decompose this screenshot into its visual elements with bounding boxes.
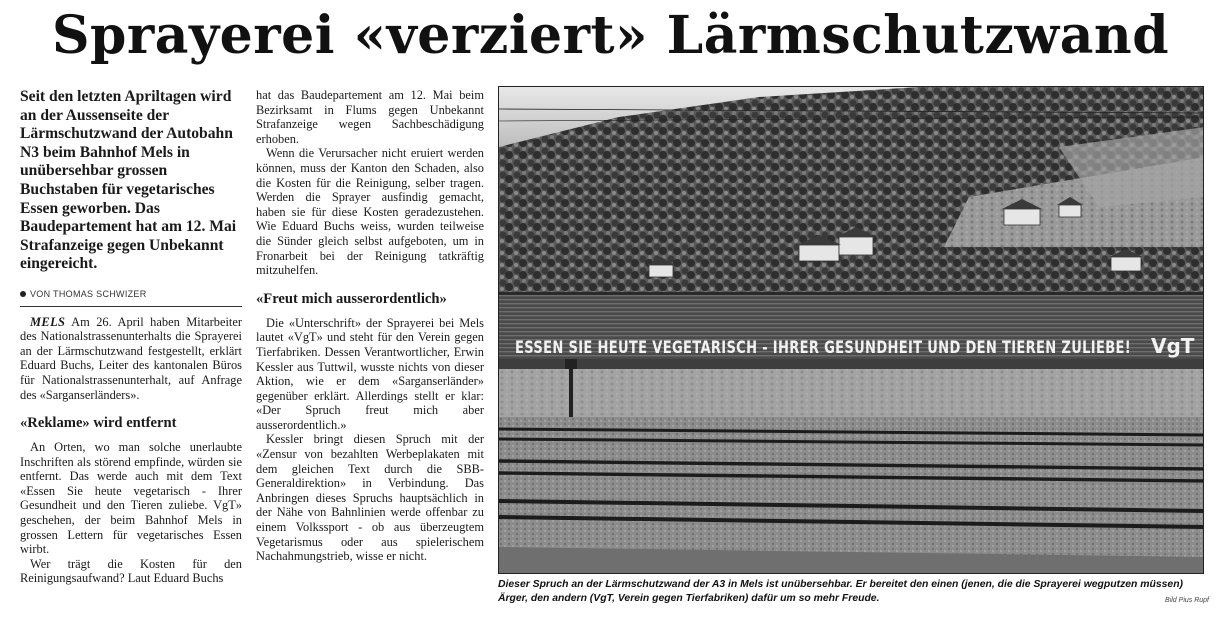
body-paragraph: An Orten, wo man solche unerlaubte Inschriften als störend empfinde, würden sie entfernt. Das werde auch mit dem Text «Essen Sie heute vegetarisch - Ihrer Gesundheit und den Tieren zuliebe. VgT» geschehen, der beim Bahnhof Mels in grossen Lettern für vegetarisches Essen wirbt. xyxy=(20,440,242,557)
dateline: MELS xyxy=(30,314,66,329)
article-column-2 xyxy=(256,88,484,564)
subheading: «Reklame» wird entfernt xyxy=(20,415,177,432)
body-paragraph: Kessler bringt diesen Spruch mit der «Zensur von bezahlten Werbeplakaten mit dem gleichen Text durch die SBB-Generaldirektion» in Verbindung. Das Anbringen dieses Spruchs hauptsächlich in der Nähe von Bahnlinien werde offenbar zu einem Volkssport - ob aus überzeugtem Vegetarismus oder aus spielerischem Nachahmungstrieb, wisse er nicht. xyxy=(256,432,484,564)
photo-credit: Bild Pius Rupf xyxy=(1165,597,1209,604)
body-paragraph: Wenn die Verursacher nicht eruiert werden können, muss der Kanton den Schaden, also die Kosten für die Reinigung, selber tragen. Werden die Sprayer ausfindig gemacht, haben sie für diese Kosten geradezustehen. Wie Eduard Buchs weiss, wurden teilweise die Sünder gleich selbst aufgeboten, um in Fronarbeit bei der Reinigung tatkräftig mitzuhelfen. xyxy=(256,146,484,278)
wall-graffiti-text: ESSEN SIE HEUTE VEGETARISCH - IHRER GESUNDHEIT UND DEN TIEREN ZULIEBE! xyxy=(515,338,1131,357)
lead-paragraph: Seit den letzten Apriltagen wird an der Aussenseite der Lärmschutzwand der Autobahn N3 beim Bahnhof Mels in unübersehbar grossen Buchstaben für vegetarisches Essen geworben. Das Baudepartement hat am 12. Mai Strafanzeige gegen Unbekannt eingereicht. xyxy=(20,88,237,273)
article-column-1 xyxy=(20,88,242,586)
body-paragraph: Die «Unterschrift» der Sprayerei bei Mels lautet «VgT» und steht für den Verein gegen Tierfabriken. Dessen Verantwortlicher, Erwin Kessler aus Tuttwil, wusste nichts von dieser Aktion, wie er dem «Sarganserländer» gegenüber erklärt. Allerdings stellt er klar: «Der Spruch freut mich aber ausserordentlich.» xyxy=(256,315,484,432)
body-paragraph: Wer trägt die Kosten für den Reinigungsaufwand? Laut Eduard Buchs xyxy=(20,556,242,586)
body-paragraph xyxy=(20,315,242,403)
byline-text: VON THOMAS SCHWIZER xyxy=(30,288,147,299)
headline: Sprayerei «verziert» Lärmschutzwand xyxy=(51,5,1170,66)
body-text: Am 26. April haben Mitarbeiter des Nationalstrassenunterhalts die Sprayerei an der Lärmschutzwand festgestellt, erklärt Eduard Buchs, Leiter des kantonalen Büros für Nationalstrassenunterhalt, auf Anfrage des «Sarganserländers». xyxy=(20,314,242,402)
byline xyxy=(20,287,242,307)
bullet-icon xyxy=(20,291,26,297)
body-paragraph: hat das Baudepartement am 12. Mai beim Bezirksamt in Flums gegen Unbekannt Strafanzeige wegen Sachbeschädigung erhoben. xyxy=(256,88,484,146)
wall-graffiti-signature: VgT xyxy=(1151,334,1195,358)
photo-caption: Dieser Spruch an der Lärmschutzwand der A3 in Mels ist unübersehbar. Er bereitet den einen (jenen, die die Sprayerei wegputzen müssen) Ärger, den andern (VgT, Verein gegen Tierfabriken) dafür um so mehr Freude. xyxy=(498,579,1183,604)
photo-noise-barrier xyxy=(498,86,1204,574)
subheading: «Freut mich ausserordentlich» xyxy=(256,290,447,307)
